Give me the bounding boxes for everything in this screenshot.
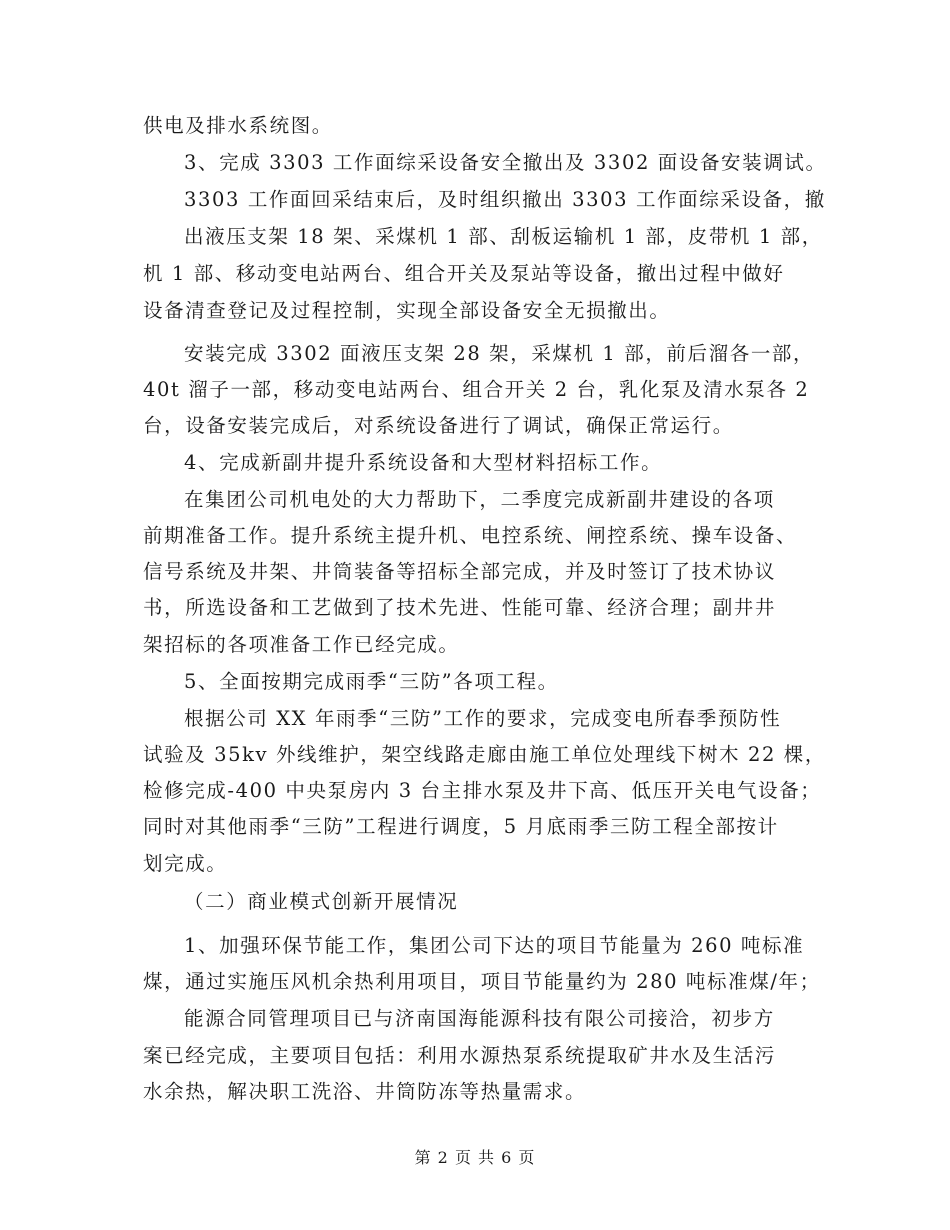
text-line: 40t 溜子一部，移动变电站两台、组合开关 2 台，乳化泵及清水泵各 2 — [143, 378, 810, 401]
text-line: 出液压支架 18 架、采煤机 1 部、刮板运输机 1 部，皮带机 1 部， — [184, 225, 823, 248]
text-line: 架招标的各项准备工作已经完成。 — [143, 633, 460, 656]
section-heading: （二）商业模式创新开展情况 — [184, 890, 459, 913]
text-line: 试验及 35kv 外线维护，架空线路走廊由施工单位处理线下树木 22 棵， — [143, 743, 826, 766]
text-line: 煤，通过实施压风机余热利用项目，项目节能量约为 280 吨标准煤/年； — [143, 970, 821, 993]
text-line: 信号系统及井架、井筒装备等招标全部完成，并及时签订了技术协议 — [143, 560, 777, 583]
text-line: 案已经完成，主要项目包括：利用水源热泵系统提取矿井水及生活污 — [143, 1044, 777, 1067]
section-heading: 3、完成 3303 工作面综采设备安全撤出及 3302 面设备安装调试。 — [184, 151, 827, 174]
text-line: 3303 工作面回采结束后，及时组织撤出 3303 工作面综采设备，撤 — [184, 188, 826, 211]
text-line: 供电及排水系统图。 — [143, 114, 333, 137]
text-line: 能源合同管理项目已与济南国海能源科技有限公司接洽，初步方 — [184, 1007, 775, 1030]
text-line: 1、加强环保节能工作，集团公司下达的项目节能量为 260 吨标准 — [184, 934, 805, 957]
section-heading: 4、完成新副井提升系统设备和大型材料招标工作。 — [184, 451, 663, 474]
text-line: 台，设备安装完成后，对系统设备进行了调试，确保正常运行。 — [143, 414, 734, 437]
text-line: 根据公司 XX 年雨季“三防”工作的要求，完成变电所春季预防性 — [184, 707, 782, 730]
text-line: 同时对其他雨季“三防”工程进行调度，5 月底雨季三防工程全部按计 — [143, 815, 779, 838]
text-line: 机 1 部、移动变电站两台、组合开关及泵站等设备，撤出过程中做好 — [143, 262, 785, 285]
text-line: 设备清查登记及过程控制，实现全部设备安全无损撤出。 — [143, 299, 671, 322]
text-line: 前期准备工作。提升系统主提升机、电控系统、闸控系统、操车设备、 — [143, 524, 798, 547]
text-line: 书，所选设备和工艺做到了技术先进、性能可靠、经济合理；副井井 — [143, 596, 777, 619]
page-number-footer: 第 2 页 共 6 页 — [414, 1148, 536, 1167]
text-line: 检修完成-400 中央泵房内 3 台主排水泵及井下高、低压开关电气设备； — [143, 779, 822, 802]
text-line: 安装完成 3302 面液压支架 28 架，采煤机 1 部，前后溜各一部， — [184, 342, 815, 365]
text-line: 水余热，解决职工洗浴、井筒防冻等热量需求。 — [143, 1080, 587, 1103]
text-line: 在集团公司机电处的大力帮助下，二季度完成新副井建设的各项 — [184, 488, 775, 511]
text-line: 划完成。 — [143, 852, 228, 875]
section-heading: 5、全面按期完成雨季“三防”各项工程。 — [184, 670, 559, 693]
